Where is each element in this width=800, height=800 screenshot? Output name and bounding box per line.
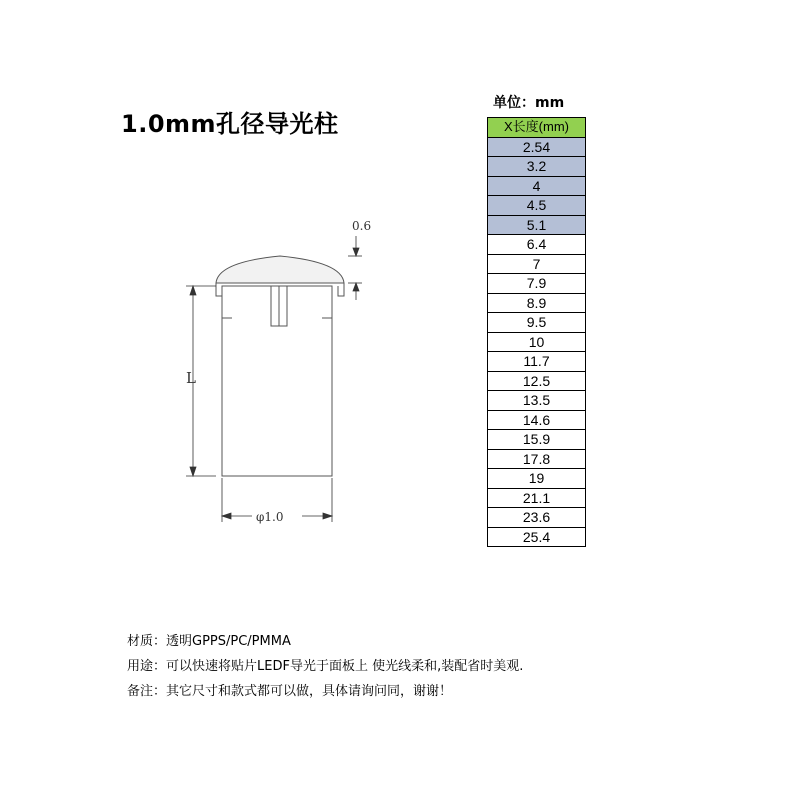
diameter-label: φ1.0	[256, 510, 284, 524]
unit-label: 单位：mm	[493, 95, 565, 111]
length-cell: 19	[488, 469, 586, 489]
length-cell: 11.7	[488, 352, 586, 372]
cap-dome	[216, 256, 344, 283]
length-cell: 13.5	[488, 391, 586, 411]
notes	[127, 629, 523, 704]
usage-note: 用途：可以快速将贴片LEDF导光于面板上 使光线柔和,装配省时美观.	[127, 659, 524, 674]
length-cell: 25.4	[488, 527, 586, 547]
table-header: X长度(mm)	[488, 118, 586, 138]
cap-height-label: 0.6	[352, 219, 372, 233]
length-label: L	[186, 369, 196, 387]
material-note: 材质：透明GPPS/PC/PMMA	[127, 634, 291, 649]
length-cell: 5.1	[488, 215, 586, 235]
cap-height-dimension	[348, 236, 362, 300]
length-cell: 15.9	[488, 430, 586, 450]
page-title: 1.0mm孔径导光柱	[121, 110, 339, 138]
length-cell: 17.8	[488, 449, 586, 469]
length-cell: 2.54	[488, 137, 586, 157]
length-cell: 9.5	[488, 313, 586, 333]
length-cell: 14.6	[488, 410, 586, 430]
length-cell: 4.5	[488, 196, 586, 216]
length-cell: 7.9	[488, 274, 586, 294]
remark-note: 备注：其它尺寸和款式都可以做，具体请询问同，谢谢！	[127, 684, 453, 699]
length-cell: 3.2	[488, 157, 586, 177]
length-cell: 4	[488, 176, 586, 196]
length-cell: 8.9	[488, 293, 586, 313]
length-cell: 21.1	[488, 488, 586, 508]
length-cell: 23.6	[488, 508, 586, 528]
length-cell: 7	[488, 254, 586, 274]
length-cell: 12.5	[488, 371, 586, 391]
pipe-body	[222, 286, 332, 476]
length-cell: 10	[488, 332, 586, 352]
length-cell: 6.4	[488, 235, 586, 255]
